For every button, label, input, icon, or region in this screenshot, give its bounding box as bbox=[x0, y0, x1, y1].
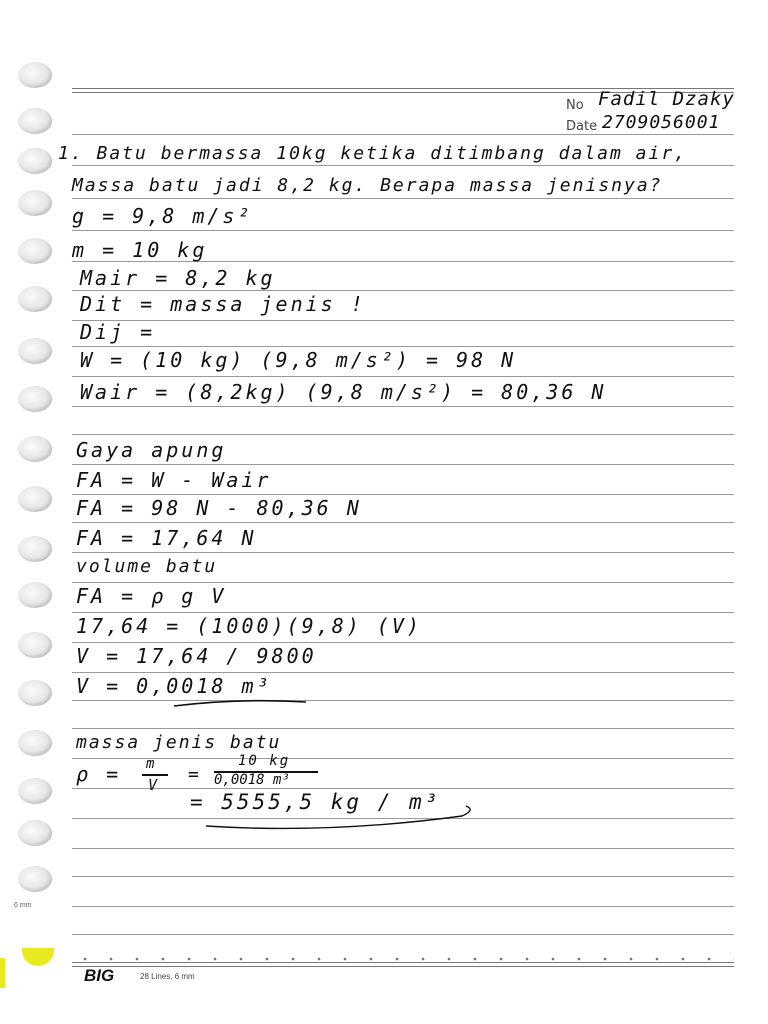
known-m: m = 10 kg bbox=[72, 238, 208, 262]
ruled-line bbox=[72, 320, 734, 321]
ruled-line bbox=[72, 642, 734, 643]
ruled-line bbox=[72, 522, 734, 523]
date-value: 2709056001 bbox=[602, 112, 721, 133]
density-denominator-2: 0,0018 m³ bbox=[214, 772, 290, 788]
spiral-hole bbox=[18, 338, 52, 364]
spiral-hole bbox=[18, 582, 52, 608]
footer-dots bbox=[72, 956, 734, 962]
ruled-line bbox=[72, 494, 734, 495]
spiral-hole bbox=[18, 436, 52, 462]
volume-eq-2: V = 17,64 / 9800 bbox=[76, 644, 317, 668]
spiral-hole bbox=[18, 536, 52, 562]
spiral-hole bbox=[18, 148, 52, 174]
ruled-line bbox=[72, 165, 734, 166]
spiral-hole bbox=[18, 286, 52, 312]
buoyancy-sub: FA = 98 N - 80,36 N bbox=[76, 496, 362, 520]
ruled-line bbox=[72, 552, 734, 553]
volume-heading: volume batu bbox=[76, 556, 218, 577]
question-line-2: Massa batu jadi 8,2 kg. Berapa massa jenisnya? bbox=[72, 175, 663, 196]
no-label: No bbox=[566, 98, 584, 113]
footer-rule bbox=[72, 962, 734, 967]
ruled-line bbox=[72, 758, 734, 759]
density-denominator: V bbox=[148, 776, 158, 794]
spiral-hole bbox=[18, 866, 52, 892]
ruled-line bbox=[72, 230, 734, 231]
density-equals: = bbox=[188, 764, 199, 785]
ruled-line bbox=[72, 934, 734, 935]
archimedes-formula: FA = ρ g V bbox=[76, 584, 227, 608]
spiral-hole bbox=[18, 778, 52, 804]
density-heading: massa jenis batu bbox=[76, 732, 282, 753]
notebook-spec: 28 Lines, 6 mm bbox=[140, 972, 195, 981]
spiral-hole bbox=[18, 730, 52, 756]
ruled-line bbox=[72, 672, 734, 673]
ruled-line bbox=[72, 134, 734, 135]
buoyancy-result: FA = 17,64 N bbox=[76, 526, 257, 550]
answer-label: Dij = bbox=[80, 320, 156, 344]
ruled-line bbox=[72, 406, 734, 407]
spiral-hole bbox=[18, 190, 52, 216]
ruled-line bbox=[72, 346, 734, 347]
ruled-line bbox=[72, 290, 734, 291]
date-label: Date bbox=[566, 119, 598, 134]
ruled-line bbox=[72, 788, 734, 789]
spiral-hole bbox=[18, 820, 52, 846]
no-value: Fadil Dzaky bbox=[598, 88, 735, 110]
brand-logo: BIG bbox=[84, 966, 115, 985]
result-underline bbox=[200, 804, 480, 834]
spiral-hole bbox=[18, 386, 52, 412]
spiral-hole bbox=[18, 108, 52, 134]
weight-eq: W = (10 kg) (9,8 m/s²) = 98 N bbox=[80, 348, 517, 372]
ruled-line bbox=[72, 376, 734, 377]
known-g: g = 9,8 m/s² bbox=[72, 204, 253, 228]
density-result: = 5555,5 kg / m³ bbox=[190, 790, 441, 814]
spiral-holes bbox=[14, 50, 64, 950]
ruled-line bbox=[72, 728, 734, 729]
ruled-line bbox=[72, 434, 734, 435]
margin-note: 6 mm bbox=[14, 902, 32, 909]
ruled-line bbox=[72, 906, 734, 907]
density-lhs: ρ = bbox=[76, 762, 122, 786]
spiral-hole bbox=[18, 632, 52, 658]
asked: Dit = massa jenis ! bbox=[80, 292, 366, 316]
volume-eq-1: 17,64 = (1000)(9,8) (V) bbox=[76, 614, 422, 638]
buoyancy-heading: Gaya apung bbox=[76, 438, 227, 462]
spiral-hole bbox=[18, 486, 52, 512]
density-numerator: m bbox=[146, 756, 155, 772]
weight-air-eq: Wair = (8,2kg) (9,8 m/s²) = 80,36 N bbox=[80, 380, 607, 404]
ruled-line bbox=[72, 612, 734, 613]
ruled-line bbox=[72, 464, 734, 465]
ruled-line bbox=[72, 582, 734, 583]
spiral-hole bbox=[18, 238, 52, 264]
ruled-line bbox=[72, 876, 734, 877]
ruled-line bbox=[72, 198, 734, 199]
volume-underline bbox=[170, 696, 310, 710]
yellow-tab bbox=[22, 948, 54, 966]
volume-result: V = 0,0018 m³ bbox=[76, 674, 272, 698]
spiral-hole bbox=[18, 62, 52, 88]
yellow-edge bbox=[0, 958, 5, 988]
buoyancy-formula: FA = W - Wair bbox=[76, 468, 272, 492]
known-mair: Mair = 8,2 kg bbox=[80, 266, 276, 290]
ruled-line bbox=[72, 848, 734, 849]
spiral-hole bbox=[18, 680, 52, 706]
density-numerator-2: 10 kg bbox=[238, 753, 291, 769]
question-line-1: 1. Batu bermassa 10kg ketika ditimbang dalam air, bbox=[58, 143, 688, 164]
